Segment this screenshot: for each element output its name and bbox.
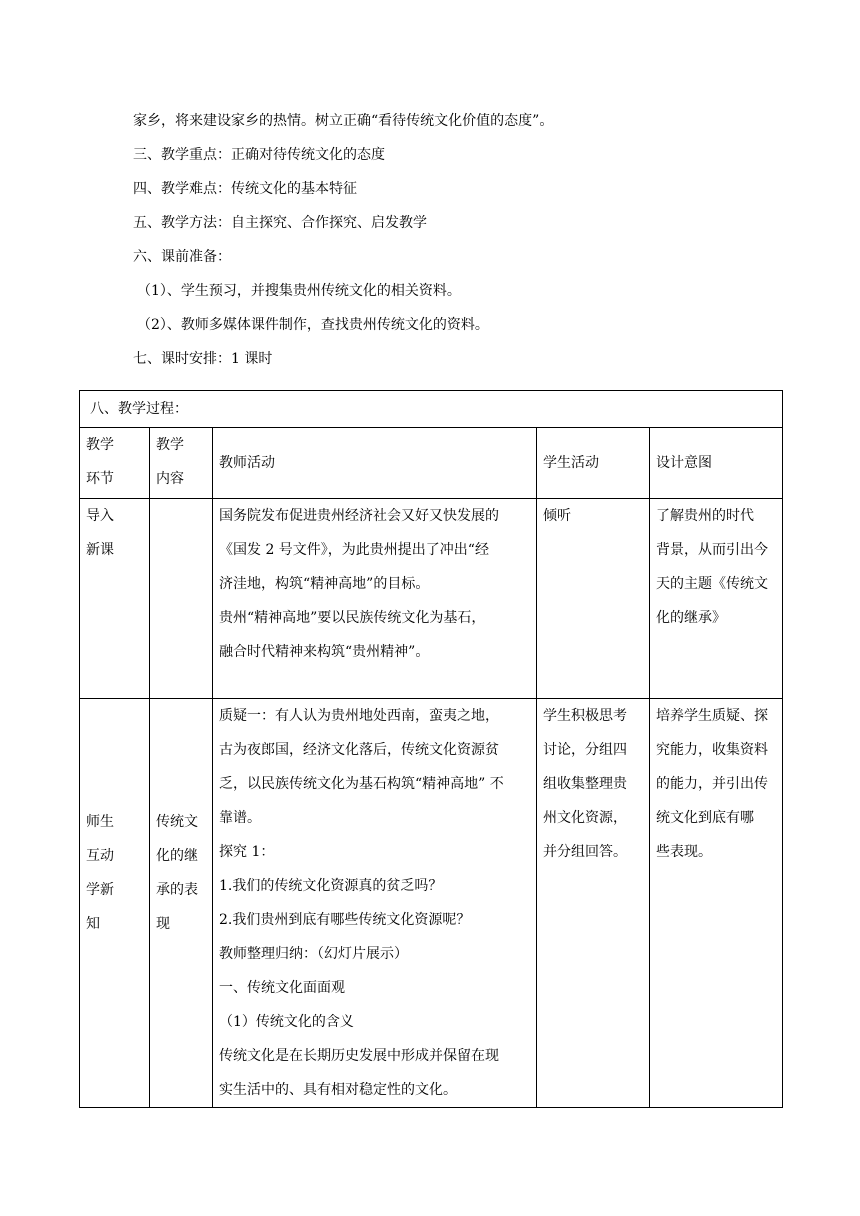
cell-line: 质疑一：有人认为贵州地处西南，蛮夷之地， bbox=[219, 708, 499, 724]
cell-line: 组收集整理贵 bbox=[543, 776, 627, 792]
cell-line: 探究 1： bbox=[219, 844, 275, 860]
cell-line: 背景，从而引出今 bbox=[656, 542, 768, 558]
cell-line: 培养学生质疑、探 bbox=[656, 708, 768, 724]
cell-line: 实生活中的、具有相对稳定性的文化。 bbox=[219, 1082, 457, 1098]
cell-line: 济洼地，构筑“精神高地”的目标。 bbox=[219, 576, 430, 592]
teaching-process-table bbox=[79, 390, 783, 1108]
row-2-student bbox=[537, 699, 650, 1108]
header-stage bbox=[80, 428, 150, 499]
cell-line: 倾听 bbox=[543, 508, 571, 524]
cell-line: 传统文化是在长期历史发展中形成并保留在现 bbox=[219, 1048, 499, 1064]
header-stage-line: 教学 bbox=[86, 437, 114, 453]
cell-line: 知 bbox=[86, 916, 100, 932]
cell-line: 传统文 bbox=[156, 814, 198, 830]
cell-line: 州文化资源， bbox=[543, 810, 627, 826]
header-intent: 设计意图 bbox=[650, 428, 783, 499]
table-title: 八、教学过程： bbox=[80, 391, 783, 428]
cell-line: 的能力，并引出传 bbox=[656, 776, 768, 792]
preparation-heading: 六、课前准备： bbox=[133, 249, 231, 265]
class-hours: 七、课时安排：1 课时 bbox=[133, 351, 273, 367]
cell-line: 乏，以民族传统文化为基石构筑“精神高地” 不 bbox=[219, 776, 504, 792]
cell-line: 国务院发布促进贵州经济社会又好又快发展的 bbox=[219, 508, 499, 524]
header-content-line: 内容 bbox=[156, 471, 184, 487]
cell-line: 2.我们贵州到底有哪些传统文化资源呢？ bbox=[219, 912, 471, 928]
row-1-teacher bbox=[213, 499, 537, 699]
cell-line: 些表现。 bbox=[656, 844, 712, 860]
cell-line: 古为夜郎国，经济文化落后，传统文化资源贫 bbox=[219, 742, 499, 758]
cell-line: 现 bbox=[156, 916, 170, 932]
header-teacher: 教师活动 bbox=[213, 428, 537, 499]
table-row bbox=[80, 499, 783, 699]
table-row bbox=[80, 699, 783, 1108]
cell-line: 融合时代精神来构筑“贵州精神”。 bbox=[219, 644, 430, 660]
row-1-stage bbox=[80, 499, 150, 699]
cell-line: 学生积极思考 bbox=[543, 708, 627, 724]
cell-line: 究能力，收集资料 bbox=[656, 742, 768, 758]
header-content-line: 教学 bbox=[156, 437, 184, 453]
cell-line: 统文化到底有哪 bbox=[656, 810, 754, 826]
cell-line: 了解贵州的时代 bbox=[656, 508, 754, 524]
cell-line: 师生 bbox=[86, 814, 114, 830]
cell-line: 《国发 2 号文件》，为此贵州提出了冲出“经 bbox=[219, 542, 489, 558]
cell-line: 学新 bbox=[86, 882, 114, 898]
row-2-teacher bbox=[213, 699, 537, 1108]
preparation-item-1: （1）、学生预习，并搜集贵州传统文化的相关资料。 bbox=[137, 283, 461, 299]
preparation-item-2: （2）、教师多媒体课件制作，查找贵州传统文化的资料。 bbox=[137, 317, 489, 333]
teaching-difficulty: 四、教学难点：传统文化的基本特征 bbox=[133, 181, 357, 197]
row-2-stage bbox=[80, 699, 150, 1108]
cell-line: （1）传统文化的含义 bbox=[219, 1014, 354, 1030]
header-student: 学生活动 bbox=[537, 428, 650, 499]
cell-line: 教师整理归纳：（幻灯片展示） bbox=[219, 946, 408, 962]
cell-line: 承的表 bbox=[156, 882, 198, 898]
cell-line: 讨论，分组四 bbox=[543, 742, 627, 758]
header-stage-line: 环节 bbox=[86, 471, 114, 487]
cell-line: 互动 bbox=[86, 848, 114, 864]
cell-line: 一、传统文化面面观 bbox=[219, 980, 345, 996]
cell-line: 化的继承》 bbox=[656, 610, 726, 626]
cell-line: 导入 bbox=[86, 508, 114, 524]
row-2-content bbox=[150, 699, 213, 1108]
cell-line: 贵州“精神高地”要以民族传统文化为基石， bbox=[219, 610, 486, 626]
row-1-student bbox=[537, 499, 650, 699]
row-2-intent bbox=[650, 699, 783, 1108]
table-header-row bbox=[80, 428, 783, 499]
cell-line: 天的主题《传统文 bbox=[656, 576, 768, 592]
table-title-row bbox=[80, 391, 783, 428]
cell-line: 1.我们的传统文化资源真的贫乏吗？ bbox=[219, 878, 443, 894]
intro-line-1: 家乡，将来建设家乡的热情。树立正确“看待传统文化价值的态度”。 bbox=[133, 113, 554, 129]
teaching-focus: 三、教学重点：正确对待传统文化的态度 bbox=[133, 147, 385, 163]
cell-line: 靠谱。 bbox=[219, 810, 261, 826]
row-1-content bbox=[150, 499, 213, 699]
cell-line: 并分组回答。 bbox=[543, 844, 627, 860]
cell-line: 新课 bbox=[86, 542, 114, 558]
teaching-method: 五、教学方法：自主探究、合作探究、启发教学 bbox=[133, 215, 427, 231]
header-content bbox=[150, 428, 213, 499]
row-1-intent bbox=[650, 499, 783, 699]
cell-line: 化的继 bbox=[156, 848, 198, 864]
